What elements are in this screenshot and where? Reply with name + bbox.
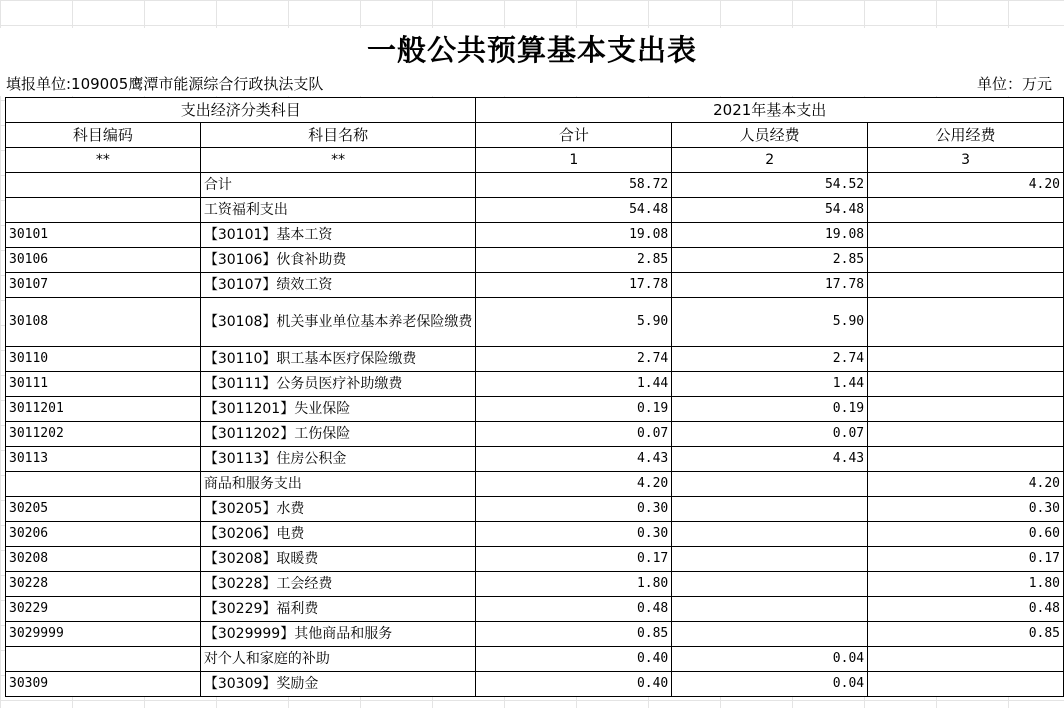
table-row: [6, 273, 1064, 298]
table-row: [6, 547, 1064, 572]
table-row: [6, 397, 1064, 422]
table-row: [6, 597, 1064, 622]
total-cell[interactable]: 1.44: [476, 372, 672, 397]
table-row-total: [6, 173, 1064, 198]
reporting-unit-label: 填报单位:109005鹰潭市能源综合行政执法支队: [6, 75, 324, 93]
table-row: [6, 372, 1064, 397]
personnel-cell[interactable]: [672, 472, 868, 497]
table-row-category: [6, 647, 1064, 672]
personnel-cell[interactable]: 19.08: [672, 223, 868, 248]
code-cell[interactable]: 30110: [6, 347, 201, 372]
public-cell[interactable]: [868, 397, 1064, 422]
public-cell[interactable]: 0.30: [868, 497, 1064, 522]
total-cell[interactable]: 4.20: [476, 472, 672, 497]
header-basic-expenditure-2021[interactable]: 2021年基本支出: [476, 98, 1064, 123]
page-title: 一般公共预算基本支出表: [366, 33, 697, 67]
personnel-cell[interactable]: [672, 497, 868, 522]
budget-table: [5, 97, 1064, 697]
name-cell[interactable]: 【3011201】失业保险: [200, 397, 476, 422]
code-cell[interactable]: 30208: [6, 547, 201, 572]
header-economic-category[interactable]: 支出经济分类科目: [6, 98, 476, 123]
total-cell[interactable]: 0.40: [476, 672, 672, 697]
personnel-cell[interactable]: 2.74: [672, 347, 868, 372]
total-cell[interactable]: 0.48: [476, 597, 672, 622]
header-group-row: [6, 98, 1064, 123]
name-cell[interactable]: 【30110】职工基本医疗保险缴费: [200, 347, 476, 372]
personnel-cell[interactable]: 0.04: [672, 672, 868, 697]
name-cell[interactable]: 合计: [200, 173, 476, 198]
table-row: [6, 447, 1064, 472]
code-cell[interactable]: [6, 173, 201, 198]
table-row: [6, 298, 1064, 347]
table-row-category: [6, 472, 1064, 497]
code-cell[interactable]: 30113: [6, 447, 201, 472]
table-row: [6, 572, 1064, 597]
name-cell[interactable]: 商品和服务支出: [200, 472, 476, 497]
personnel-cell[interactable]: [672, 547, 868, 572]
total-cell[interactable]: 1.80: [476, 572, 672, 597]
meta-row: [0, 72, 1064, 96]
header-personnel-expense[interactable]: 人员经费: [672, 123, 868, 148]
total-cell[interactable]: 0.07: [476, 422, 672, 447]
code-cell[interactable]: [6, 472, 201, 497]
total-cell[interactable]: 2.85: [476, 248, 672, 273]
index-code-cell[interactable]: **: [6, 148, 201, 173]
code-cell[interactable]: [6, 198, 201, 223]
currency-unit-label: 单位：万元: [976, 75, 1052, 93]
public-cell[interactable]: [868, 447, 1064, 472]
public-cell[interactable]: [868, 273, 1064, 298]
code-cell[interactable]: 30107: [6, 273, 201, 298]
header-subject-name[interactable]: 科目名称: [200, 123, 476, 148]
header-total[interactable]: 合计: [476, 123, 672, 148]
index-name-cell[interactable]: **: [200, 148, 476, 173]
name-cell[interactable]: 【30111】公务员医疗补助缴费: [200, 372, 476, 397]
public-cell[interactable]: 4.20: [868, 472, 1064, 497]
table-row: [6, 422, 1064, 447]
table-row: [6, 522, 1064, 547]
table-row: [6, 248, 1064, 273]
public-cell[interactable]: [868, 647, 1064, 672]
personnel-cell[interactable]: 54.52: [672, 173, 868, 198]
total-cell[interactable]: 4.43: [476, 447, 672, 472]
personnel-cell[interactable]: 2.85: [672, 248, 868, 273]
personnel-cell[interactable]: 17.78: [672, 273, 868, 298]
name-cell[interactable]: 【30113】住房公积金: [200, 447, 476, 472]
name-cell[interactable]: 【3011202】工伤保险: [200, 422, 476, 447]
name-cell[interactable]: 【30309】奖励金: [200, 672, 476, 697]
code-cell[interactable]: 30101: [6, 223, 201, 248]
title-row: [0, 28, 1064, 72]
total-cell[interactable]: 17.78: [476, 273, 672, 298]
table-row: [6, 672, 1064, 697]
table-row: [6, 223, 1064, 248]
code-cell[interactable]: 3011201: [6, 397, 201, 422]
header-public-expense[interactable]: 公用经费: [868, 123, 1064, 148]
public-cell[interactable]: 0.48: [868, 597, 1064, 622]
name-cell[interactable]: 【3029999】其他商品和服务: [200, 622, 476, 647]
public-cell[interactable]: 1.80: [868, 572, 1064, 597]
public-cell[interactable]: [868, 223, 1064, 248]
table-row: [6, 347, 1064, 372]
name-cell[interactable]: 【30208】取暖费: [200, 547, 476, 572]
total-cell[interactable]: 0.19: [476, 397, 672, 422]
personnel-cell[interactable]: [672, 622, 868, 647]
code-cell[interactable]: 30108: [6, 298, 201, 347]
code-cell[interactable]: 30111: [6, 372, 201, 397]
public-cell[interactable]: 0.17: [868, 547, 1064, 572]
code-cell[interactable]: 3029999: [6, 622, 201, 647]
public-cell[interactable]: [868, 347, 1064, 372]
name-cell[interactable]: 【30229】福利费: [200, 597, 476, 622]
name-cell[interactable]: 【30107】绩效工资: [200, 273, 476, 298]
code-cell[interactable]: 30205: [6, 497, 201, 522]
public-cell[interactable]: [868, 248, 1064, 273]
total-cell[interactable]: 54.48: [476, 198, 672, 223]
total-cell[interactable]: 0.30: [476, 522, 672, 547]
personnel-cell[interactable]: 54.48: [672, 198, 868, 223]
code-cell[interactable]: 30309: [6, 672, 201, 697]
code-cell[interactable]: 30228: [6, 572, 201, 597]
personnel-cell[interactable]: 0.19: [672, 397, 868, 422]
header-column-row: [6, 123, 1064, 148]
total-cell[interactable]: 0.17: [476, 547, 672, 572]
public-cell[interactable]: [868, 198, 1064, 223]
public-cell[interactable]: [868, 422, 1064, 447]
total-cell[interactable]: 58.72: [476, 173, 672, 198]
header-subject-code[interactable]: 科目编码: [6, 123, 201, 148]
public-cell[interactable]: 0.60: [868, 522, 1064, 547]
personnel-cell[interactable]: 4.43: [672, 447, 868, 472]
public-cell[interactable]: [868, 672, 1064, 697]
total-cell[interactable]: 0.30: [476, 497, 672, 522]
name-cell[interactable]: 【30228】工会经费: [200, 572, 476, 597]
table-row-category: [6, 198, 1064, 223]
header-index-row: [6, 148, 1064, 173]
name-cell[interactable]: 【30101】基本工资: [200, 223, 476, 248]
total-cell[interactable]: 0.40: [476, 647, 672, 672]
table-row: [6, 497, 1064, 522]
personnel-cell[interactable]: 1.44: [672, 372, 868, 397]
personnel-cell[interactable]: [672, 597, 868, 622]
total-cell[interactable]: 2.74: [476, 347, 672, 372]
personnel-cell[interactable]: 0.07: [672, 422, 868, 447]
code-cell[interactable]: 30106: [6, 248, 201, 273]
code-cell[interactable]: 3011202: [6, 422, 201, 447]
name-cell[interactable]: 【30108】机关事业单位基本养老保险缴费: [200, 298, 476, 347]
index-personnel-cell[interactable]: 2: [672, 148, 868, 173]
name-cell[interactable]: 工资福利支出: [200, 198, 476, 223]
code-cell[interactable]: 30229: [6, 597, 201, 622]
public-cell[interactable]: [868, 372, 1064, 397]
code-cell[interactable]: 30206: [6, 522, 201, 547]
public-cell[interactable]: [868, 298, 1064, 347]
name-cell[interactable]: 【30206】电费: [200, 522, 476, 547]
personnel-cell[interactable]: 5.90: [672, 298, 868, 347]
table-row: [6, 622, 1064, 647]
name-cell[interactable]: 【30205】水费: [200, 497, 476, 522]
code-cell[interactable]: [6, 647, 201, 672]
total-cell[interactable]: 19.08: [476, 223, 672, 248]
index-total-cell[interactable]: 1: [476, 148, 672, 173]
total-cell[interactable]: 0.85: [476, 622, 672, 647]
name-cell[interactable]: 【30106】伙食补助费: [200, 248, 476, 273]
public-cell[interactable]: 4.20: [868, 173, 1064, 198]
personnel-cell[interactable]: 0.04: [672, 647, 868, 672]
public-cell[interactable]: 0.85: [868, 622, 1064, 647]
name-cell[interactable]: 对个人和家庭的补助: [200, 647, 476, 672]
personnel-cell[interactable]: [672, 572, 868, 597]
index-public-cell[interactable]: 3: [868, 148, 1064, 173]
total-cell[interactable]: 5.90: [476, 298, 672, 347]
personnel-cell[interactable]: [672, 522, 868, 547]
